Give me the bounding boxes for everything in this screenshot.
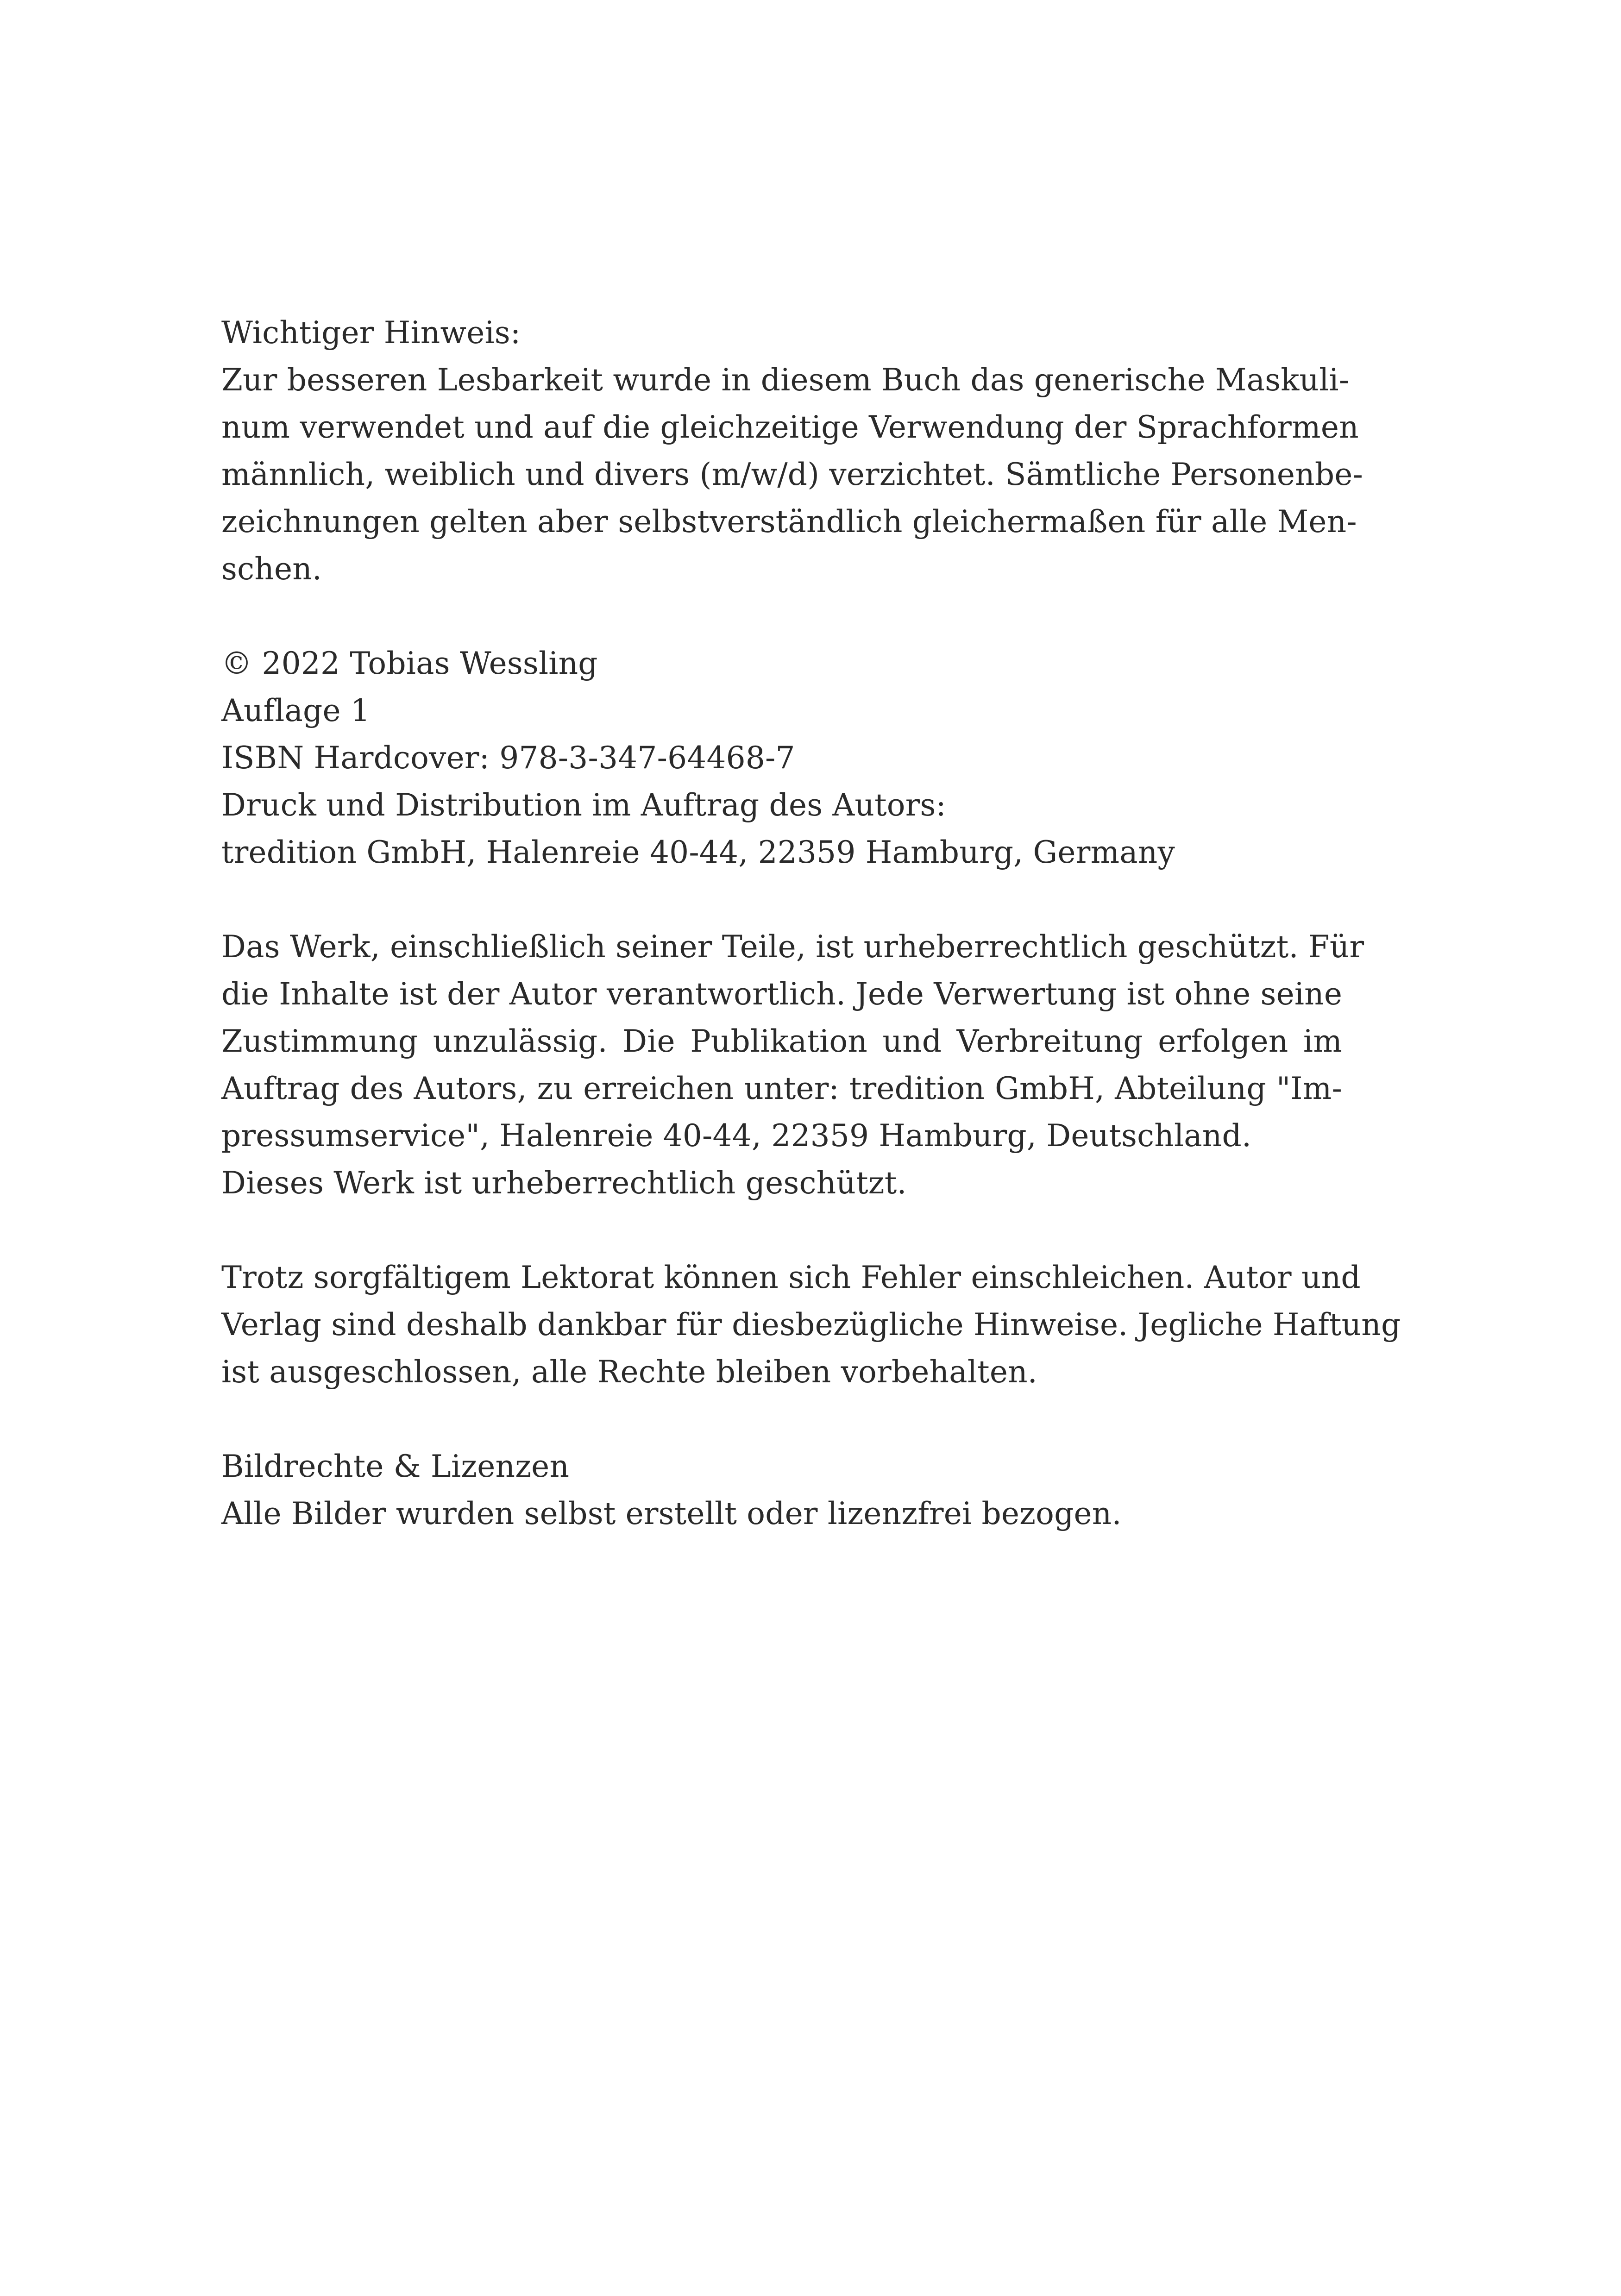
notice-section: [221, 309, 1363, 593]
section-spacer: [221, 876, 1342, 923]
image-rights-section: [221, 1443, 1342, 1537]
notice-line: schen.: [221, 551, 322, 587]
imprint-text-block: [221, 309, 1401, 1537]
section-spacer: [221, 1207, 1342, 1254]
notice-line: zeichnungen gelten aber selbstverständlich gleichermaßen für alle Men-: [221, 504, 1357, 539]
copyright-notice-line: Das Werk, einschließlich seiner Teile, ist urheberrechtlich geschützt. Für: [221, 929, 1364, 965]
liability-line: ist ausgeschlossen, alle Rechte bleiben vorbehalten.: [221, 1354, 1037, 1390]
image-rights-text: Alle Bilder wurden selbst erstellt oder lizenzfrei bezogen.: [221, 1496, 1122, 1531]
liability-line: Verlag sind deshalb dankbar für diesbezügliche Hinweise. Jegliche Haftung: [221, 1307, 1401, 1342]
section-spacer: [221, 593, 1342, 640]
copyright-notice-line: pressumservice", Halenreie 40-44, 22359 Hamburg, Deutschland.: [221, 1118, 1252, 1154]
publisher-address: tredition GmbH, Halenreie 40-44, 22359 Hamburg, Germany: [221, 834, 1175, 870]
notice-line: num verwendet und auf die gleichzeitige Verwendung der Sprachformen: [221, 409, 1359, 445]
copyright-notice-section: [221, 923, 1364, 1207]
copyright-notice-line: Dieses Werk ist urheberrechtlich geschützt.: [221, 1165, 907, 1201]
notice-line: männlich, weiblich und divers (m/w/d) verzichtet. Sämtliche Personenbe-: [221, 457, 1363, 492]
image-rights-heading: Bildrechte & Lizenzen: [221, 1449, 570, 1484]
liability-line: Trotz sorgfältigem Lektorat können sich Fehler einschleichen. Autor und: [221, 1260, 1361, 1295]
isbn-line: ISBN Hardcover: 978-3-347-64468-7: [221, 740, 795, 776]
edition-line: Auflage 1: [221, 693, 371, 728]
distribution-label: Druck und Distribution im Auftrag des Autors:: [221, 787, 946, 823]
copyright-notice-line: Zustimmung unzulässig. Die Publikation und Verbreitung erfolgen im: [221, 1023, 1342, 1059]
liability-section: [221, 1254, 1401, 1396]
copyright-notice-line: die Inhalte ist der Autor verantwortlich. Jede Verwertung ist ohne seine: [221, 976, 1343, 1012]
copyright-line: © 2022 Tobias Wessling: [221, 646, 598, 681]
imprint-section: [221, 640, 1342, 876]
copyright-notice-line: Auftrag des Autors, zu erreichen unter: tredition GmbH, Abteilung "Im-: [221, 1071, 1342, 1106]
notice-line: Zur besseren Lesbarkeit wurde in diesem Buch das generische Maskuli-: [221, 362, 1350, 398]
notice-heading: Wichtiger Hinweis:: [221, 315, 521, 351]
section-spacer: [221, 1396, 1342, 1443]
